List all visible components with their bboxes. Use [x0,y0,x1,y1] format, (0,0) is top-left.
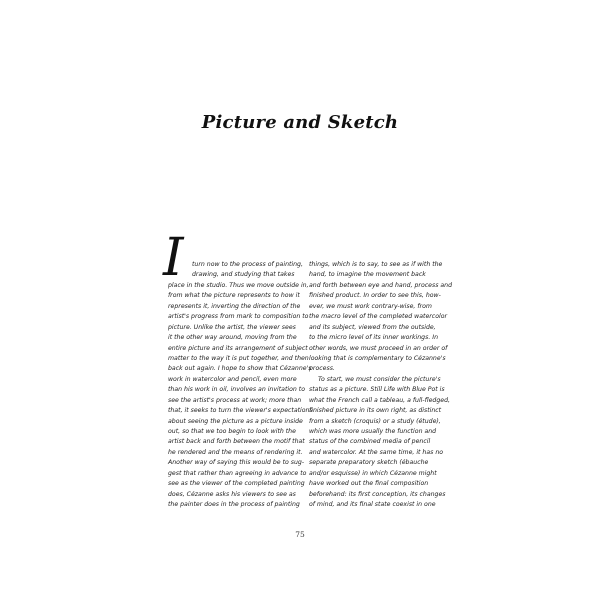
text-line: hand, to imagine the movement back [309,271,426,279]
text-line: beforehand: its first conception, its changes [309,490,446,498]
text-line: represents it, inverting the direction of the [168,302,301,310]
text-line: and/or esquisse) in which Cézanne might [309,469,437,477]
text-line: does, Cézanne asks his viewers to see as [168,490,296,498]
text-line: which was more usually the function and [309,428,437,435]
text-line: have worked out the final composition [309,480,429,488]
text-line: see as the viewer of the completed painting [168,480,305,488]
text-column-right [309,260,453,511]
text-line: out, so that we too begin to look with the [168,428,296,435]
text-line: about seeing the picture as a picture inside [168,417,303,425]
text-line: and watercolor. At the same time, it has no [309,448,444,456]
text-line: finished product. In order to see this, how- [309,292,441,300]
chapter-title: Picture and Sketch [201,112,399,133]
text-line: looking that is complementary to Cézanne's [309,354,446,362]
text-line: turn now to the process of painting, [192,261,303,268]
text-line: gest that rather than agreeing in advance to [168,469,307,477]
text-line: the macro level of the completed watercolor [309,313,448,321]
text-line: artist back and forth between the motif that [168,438,305,446]
text-line: of mind, and its final state coexist in one [309,501,436,509]
text-line: see the artist's process at work; more than [168,396,302,404]
text-column-left [168,260,313,511]
text-line: it the other way around, moving from the [168,334,297,342]
text-line: other words, we must proceed in an order of [309,344,448,352]
text-line: the painter does in the process of painting [168,501,300,509]
text-line: To start, we must consider the picture's [318,375,441,383]
text-line: he rendered and the means of rendering it. [168,448,303,456]
text-line: place in the studio. Thus we move outside in, [168,281,309,289]
text-line: finished picture in its own right, as distinct [309,407,442,415]
text-line: separate preparatory sketch (ébauche [309,459,429,467]
drop-cap: I [163,228,184,288]
text-line: status of the combined media of pencil [309,438,431,446]
text-line: status as a picture. Still Life with Blue Pot is [309,386,445,394]
text-line: ever, we must work contrary-wise, from [309,302,432,310]
page-number: 75 [295,530,305,539]
text-line: picture. Unlike the artist, the viewer sees [168,323,296,331]
text-line: to the micro level of its inner workings. In [309,334,439,342]
text-line: matter to the way it is put together, and then [168,354,309,362]
text-line: that, it seeks to turn the viewer's expectations [168,407,313,415]
text-line: from a sketch (croquis) or a study (étude), [309,417,441,425]
text-line: what the French call a tableau, a full-fledged, [309,396,450,404]
text-line: Another way of saying this would be to sug- [168,459,305,467]
text-line: than his work in oil, involves an invitation to [168,386,305,394]
text-line: work in watercolor and pencil, even more [168,375,297,383]
text-line: drawing, and studying that takes [192,271,295,279]
text-line: and its subject, viewed from the outside, [309,323,436,331]
text-line: and forth between eye and hand, process and [309,281,453,289]
text-line: entire picture and its arrangement of subject [168,344,308,352]
text-line: artist's progress from mark to composition to [168,313,309,321]
text-line: things, which is to say, to see as if with the [309,261,443,268]
text-line: from what the picture represents to how it [168,292,300,300]
text-line: process. [309,365,335,373]
text-line: back out again. I hope to show that Cézanne's [168,365,312,373]
